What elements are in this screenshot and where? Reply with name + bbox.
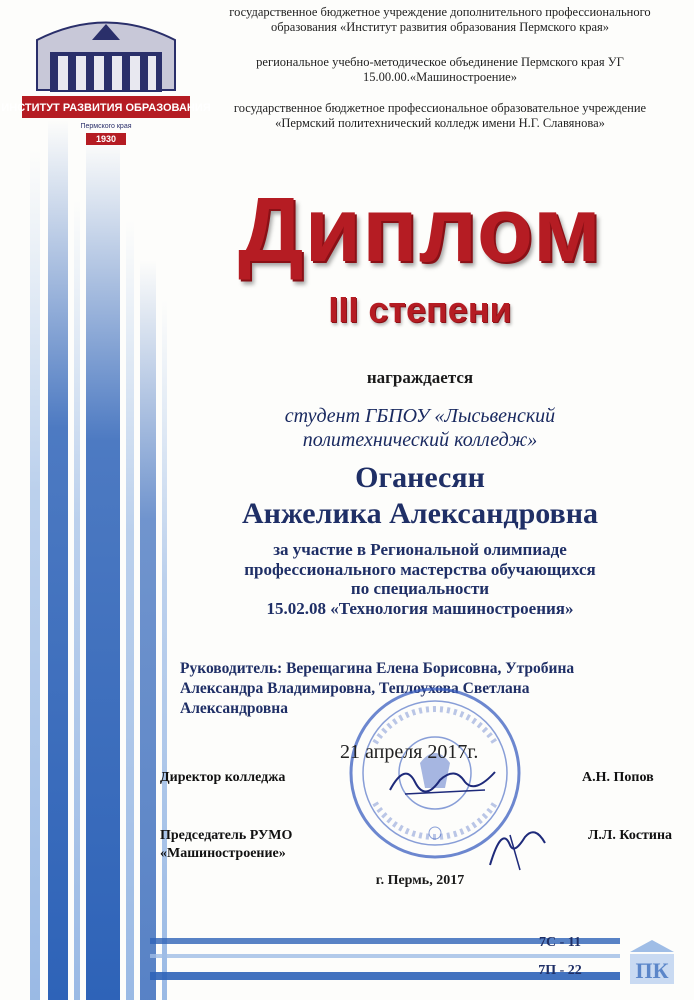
recipient-surname: Оганесян — [355, 461, 485, 494]
supervisors-line3: Александровна — [180, 700, 288, 717]
header-org1 — [200, 5, 680, 35]
logo-line2: Пермского края — [80, 123, 132, 130]
header-org2 — [200, 55, 680, 85]
institute-logo — [1, 10, 211, 145]
recipient-name — [150, 460, 690, 532]
chair-title-line2: «Машиностроение» — [160, 846, 286, 861]
header-org2-line1: региональное учебно-методическое объединение Пермского края УГ — [256, 55, 624, 69]
director-title: Директор колледжа — [160, 770, 286, 785]
supervisors-line2: Александра Владимировна, Теплоухова Светлана — [180, 680, 530, 697]
city-year: г. Пермь, 2017 — [375, 873, 465, 888]
header-org3 — [200, 101, 680, 131]
director-name: А.Н. Попов — [582, 770, 654, 785]
logo-year: 1930 — [95, 134, 117, 144]
corner-logo-text: ПК — [635, 958, 669, 983]
chair-title — [160, 827, 292, 863]
chair-name: Л.Л. Костина — [588, 828, 673, 843]
header-org3-line2: «Пермский политехнический колледж имени Н.Г. Славянова» — [275, 116, 605, 130]
code-2: 7П - 22 — [538, 963, 582, 978]
student-status — [150, 404, 690, 452]
recipient-given-names: Анжелика Александровна — [242, 497, 598, 530]
diploma-degree: III степени — [328, 289, 512, 330]
reason-line1: за участие в Региональной олимпиаде — [273, 540, 567, 559]
reason-line2: профессионального мастерства обучающихся — [244, 559, 596, 579]
director-signature — [385, 752, 505, 807]
header-org3-line1: государственное бюджетное профессиональное образовательное учреждение — [233, 101, 647, 115]
reason-line3: по специальности — [350, 579, 490, 598]
student-line1: студент ГБПОУ «Лысьвенский — [284, 405, 556, 427]
logo-line1: ИНСТИТУТ РАЗВИТИЯ ОБРАЗОВАНИЯ — [1, 102, 211, 114]
code-1: 7С - 11 — [539, 935, 581, 950]
header-org1-line1: государственное бюджетное учреждение дополнительного профессионального — [229, 5, 651, 19]
corner-logo — [626, 936, 678, 988]
award-date: 21 апреля 2017г. — [340, 741, 479, 763]
award-reason — [150, 540, 690, 618]
awarded-label: награждается — [366, 368, 474, 387]
reason-line4: 15.02.08 «Технология машиностроения» — [266, 598, 574, 618]
supervisors-line1: Руководитель: Верещагина Елена Борисовна, Утробина — [180, 660, 575, 677]
student-line2: политехнический колледж» — [302, 429, 538, 451]
diploma-title: Диплом — [238, 179, 602, 281]
header-org1-line2: образования «Институт развития образования Пермского края» — [270, 20, 610, 34]
header-org2-line2: 15.00.00.«Машиностроение» — [363, 70, 517, 84]
chair-signature — [480, 815, 560, 875]
chair-title-line1: Председатель РУМО — [160, 828, 293, 843]
